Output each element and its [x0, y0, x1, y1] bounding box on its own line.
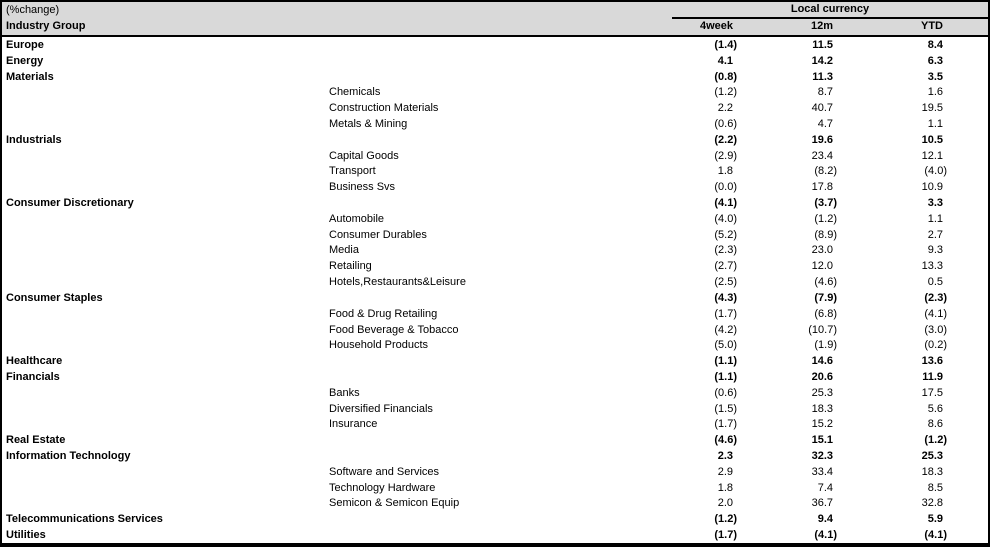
industry-sub-label: Transport — [329, 165, 376, 178]
industry-group-label: Consumer Staples — [6, 291, 103, 304]
value-cell: 19.5 — [921, 102, 943, 115]
value-cell: 15.2 — [811, 418, 833, 431]
value-cell: 12.0 — [811, 260, 833, 273]
value-cell: (1.2) — [924, 434, 947, 447]
value-cell: (1.4) — [714, 38, 737, 51]
value-cell: (3.0) — [924, 323, 947, 336]
value-cell: 2.7 — [927, 228, 943, 241]
right-gutter — [947, 19, 988, 35]
table-row — [2, 53, 988, 69]
industry-group-label: Utilities — [6, 529, 46, 542]
value-cell: 1.8 — [717, 165, 733, 178]
value-cell: 18.3 — [811, 402, 833, 415]
value-cell: (4.3) — [714, 291, 737, 304]
table-row — [2, 69, 988, 85]
industry-sub-label: Chemicals — [329, 86, 381, 99]
value-cell: 2.9 — [717, 465, 733, 478]
table-row — [2, 290, 988, 306]
industry-group-label: Industrials — [6, 133, 62, 146]
value-cell: 8.4 — [927, 38, 943, 51]
industry-group-label: Materials — [6, 70, 54, 83]
industry-sub-label: Food & Drug Retailing — [329, 307, 438, 320]
value-cell: (10.7) — [808, 323, 837, 336]
table-row — [2, 385, 988, 401]
value-cell: 25.3 — [921, 450, 943, 463]
value-cell: (0.6) — [714, 117, 737, 130]
value-cell: 11.5 — [812, 38, 833, 51]
value-cell: 10.9 — [921, 181, 943, 194]
table-row — [2, 243, 988, 259]
table-row — [2, 480, 988, 496]
industry-sub-label: Household Products — [329, 339, 429, 352]
table-row — [2, 179, 988, 195]
value-cell: (0.2) — [924, 339, 947, 352]
table-row — [2, 511, 988, 527]
table-row — [2, 527, 988, 543]
value-cell: (3.7) — [814, 197, 837, 210]
industry-sub-label: Retailing — [329, 260, 372, 273]
industry-sub-label: Capital Goods — [329, 149, 399, 162]
value-cell: 0.5 — [927, 276, 943, 289]
table-row — [2, 227, 988, 243]
industry-group-label: Telecommunications Services — [6, 513, 163, 526]
value-cell: 14.2 — [811, 54, 833, 67]
value-cell: (6.8) — [814, 307, 837, 320]
table-row — [2, 322, 988, 338]
value-cell: 23.0 — [811, 244, 833, 257]
value-cell: 10.5 — [921, 133, 943, 146]
value-cell: 1.1 — [927, 117, 943, 130]
value-cell: 23.4 — [811, 149, 833, 162]
value-cell: (0.6) — [714, 386, 737, 399]
value-cell: (4.2) — [714, 323, 737, 336]
value-cell: 2.3 — [717, 450, 733, 463]
value-cell: (1.2) — [714, 513, 737, 526]
value-cell: (8.2) — [814, 165, 837, 178]
industry-group-label: Real Estate — [6, 434, 66, 447]
value-cell: 8.5 — [927, 481, 943, 494]
value-cell: 1.8 — [717, 481, 733, 494]
table-body — [2, 37, 988, 543]
value-cell: (8.9) — [814, 228, 837, 241]
industry-sub-label: Diversified Financials — [329, 402, 433, 415]
value-cell: 2.2 — [717, 102, 733, 115]
value-cell: (2.2) — [714, 133, 737, 146]
value-cell: 33.4 — [811, 465, 833, 478]
value-cell: (4.1) — [924, 307, 947, 320]
value-cell: (0.8) — [714, 70, 737, 83]
value-cell: 12.1 — [921, 149, 943, 162]
table-row — [2, 100, 988, 116]
value-cell: (2.9) — [714, 149, 737, 162]
table-row — [2, 496, 988, 512]
value-cell: 17.8 — [811, 181, 833, 194]
value-cell: (1.1) — [714, 370, 737, 383]
column-header-4week: 4week — [699, 20, 733, 32]
industry-sub-label: Consumer Durables — [329, 228, 427, 241]
column-header-12m: 12m — [810, 20, 833, 32]
value-cell: 18.3 — [921, 465, 943, 478]
table-row — [2, 132, 988, 148]
value-cell: 2.0 — [717, 497, 733, 510]
table-row — [2, 306, 988, 322]
value-cell: 4.1 — [717, 54, 733, 67]
industry-group-label: Energy — [6, 54, 44, 67]
value-cell: (2.7) — [714, 260, 737, 273]
table-row — [2, 464, 988, 480]
value-cell: (4.1) — [814, 529, 837, 542]
table-row — [2, 448, 988, 464]
value-cell: (1.1) — [714, 355, 737, 368]
value-cell: (2.3) — [714, 244, 737, 257]
table-column-header-row — [2, 19, 988, 37]
value-cell: (1.7) — [714, 529, 737, 542]
value-cell: 13.3 — [921, 260, 943, 273]
value-cell: 25.3 — [811, 386, 833, 399]
table-row — [2, 84, 988, 100]
industry-group-column-header: Industry Group — [6, 20, 86, 32]
industry-sub-label: Technology Hardware — [329, 481, 436, 494]
industry-group-label: Information Technology — [6, 450, 131, 463]
table-row — [2, 211, 988, 227]
table-row — [2, 274, 988, 290]
table-row — [2, 401, 988, 417]
table-row — [2, 164, 988, 180]
industry-sub-label: Media — [329, 244, 359, 257]
value-cell: 3.3 — [927, 197, 943, 210]
value-cell: (1.9) — [814, 339, 837, 352]
table-row — [2, 195, 988, 211]
value-cell: 11.9 — [922, 370, 943, 383]
industry-sub-label: Automobile — [329, 212, 385, 225]
industry-sub-label: Insurance — [329, 418, 378, 431]
industry-sub-label: Banks — [329, 386, 360, 399]
table-row — [2, 258, 988, 274]
value-cell: (1.2) — [814, 212, 837, 225]
value-cell: 17.5 — [921, 386, 943, 399]
industry-sub-label: Food Beverage & Tobacco — [329, 323, 459, 336]
table-row — [2, 353, 988, 369]
value-cell: 19.6 — [811, 133, 833, 146]
value-cell: (4.0) — [714, 212, 737, 225]
value-cell: (4.6) — [814, 276, 837, 289]
local-currency-group-header: Local currency — [672, 2, 988, 19]
value-cell: 4.7 — [817, 117, 833, 130]
value-cell: 5.9 — [927, 513, 943, 526]
value-cell: (4.6) — [714, 434, 737, 447]
value-cell: (4.1) — [714, 197, 737, 210]
table-row — [2, 116, 988, 132]
industry-sub-label: Business Svs — [329, 181, 396, 194]
table-row — [2, 432, 988, 448]
value-cell: 9.3 — [927, 244, 943, 257]
value-cell: (1.2) — [714, 86, 737, 99]
value-cell: 40.7 — [811, 102, 833, 115]
value-cell: (4.1) — [924, 529, 947, 542]
value-cell: 36.7 — [811, 497, 833, 510]
table-header-group-row — [2, 2, 988, 19]
value-cell: 32.3 — [811, 450, 833, 463]
value-cell: (7.9) — [814, 291, 837, 304]
value-cell: 15.1 — [811, 434, 833, 447]
value-cell: (5.0) — [714, 339, 737, 352]
table-row — [2, 337, 988, 353]
value-cell: 14.6 — [811, 355, 833, 368]
value-cell: (1.7) — [714, 418, 737, 431]
value-cell: (2.5) — [714, 276, 737, 289]
industry-sub-label: Semicon & Semicon Equip — [329, 497, 460, 510]
column-header-ytd: YTD — [921, 20, 943, 32]
value-cell: 7.4 — [817, 481, 833, 494]
value-cell: 5.6 — [927, 402, 943, 415]
industry-sub-label: Software and Services — [329, 465, 440, 478]
value-cell: (1.7) — [714, 307, 737, 320]
industry-group-label: Consumer Discretionary — [6, 197, 134, 210]
industry-group-label: Europe — [6, 38, 44, 51]
value-cell: 9.4 — [817, 513, 833, 526]
value-cell: (2.3) — [924, 291, 947, 304]
table-row — [2, 37, 988, 53]
table-row — [2, 148, 988, 164]
value-cell: (1.5) — [714, 402, 737, 415]
value-cell: (0.0) — [714, 181, 737, 194]
table-row — [2, 369, 988, 385]
industry-group-label: Financials — [6, 370, 60, 383]
value-cell: (4.0) — [924, 165, 947, 178]
value-cell: 3.5 — [927, 70, 943, 83]
value-cell: 13.6 — [921, 355, 943, 368]
table-row — [2, 417, 988, 433]
percent-change-label: (%change) — [6, 4, 60, 16]
value-cell: (5.2) — [714, 228, 737, 241]
industry-sub-label: Construction Materials — [329, 102, 439, 115]
value-cell: 8.7 — [817, 86, 833, 99]
value-cell: 11.3 — [812, 70, 833, 83]
value-cell: 32.8 — [921, 497, 943, 510]
value-cell: 1.6 — [927, 86, 943, 99]
industry-sub-label: Hotels,Restaurants&Leisure — [329, 276, 466, 289]
value-cell: 8.6 — [927, 418, 943, 431]
value-cell: 6.3 — [927, 54, 943, 67]
value-cell: 1.1 — [927, 212, 943, 225]
industry-group-label: Healthcare — [6, 355, 63, 368]
industry-sub-label: Metals & Mining — [329, 117, 408, 130]
value-cell: 20.6 — [811, 370, 833, 383]
